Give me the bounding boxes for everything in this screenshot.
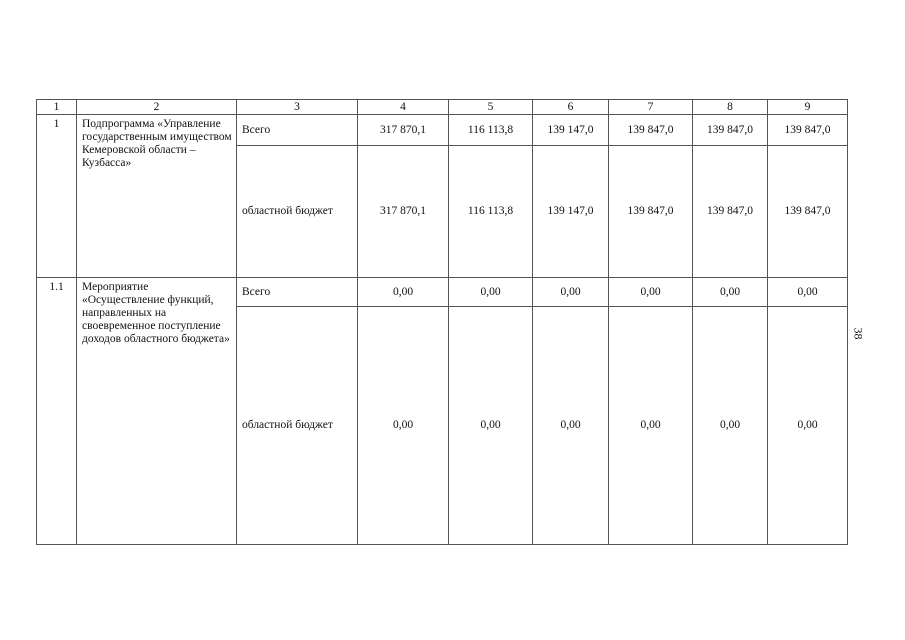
- value-cell: 139 847,0: [768, 115, 848, 146]
- value-cell: 0,00: [358, 307, 449, 545]
- value-cell: 317 870,1: [358, 146, 449, 278]
- header-cell: 4: [358, 100, 449, 115]
- value-cell: 0,00: [768, 307, 848, 545]
- header-cell: 3: [237, 100, 358, 115]
- header-cell: 6: [533, 100, 609, 115]
- value-cell: 0,00: [768, 278, 848, 307]
- value-cell: 0,00: [449, 278, 533, 307]
- value-cell: 0,00: [533, 278, 609, 307]
- table-row: [37, 115, 848, 146]
- header-cell: 8: [693, 100, 768, 115]
- value-cell: 116 113,8: [449, 115, 533, 146]
- row-number: 1.1: [37, 278, 77, 545]
- header-cell: 7: [609, 100, 693, 115]
- row-name: Подпрограмма «Управление государственным имуществом Кемеровской области – Кузбасса»: [77, 115, 237, 278]
- table-row: [37, 278, 848, 307]
- funding-source: областной бюджет: [237, 146, 358, 278]
- header-cell: 1: [37, 100, 77, 115]
- value-cell: 139 847,0: [609, 115, 693, 146]
- funding-source: Всего: [237, 278, 358, 307]
- value-cell: 139 847,0: [609, 146, 693, 278]
- value-cell: 0,00: [693, 307, 768, 545]
- value-cell: 139 847,0: [693, 146, 768, 278]
- value-cell: 116 113,8: [449, 146, 533, 278]
- row-name: Мероприятие «Осуществление функций, направленных на своевременное поступление доходов областного бюджета»: [77, 278, 237, 545]
- value-cell: 139 847,0: [693, 115, 768, 146]
- row-number: 1: [37, 115, 77, 278]
- value-cell: 139 147,0: [533, 146, 609, 278]
- value-cell: 0,00: [449, 307, 533, 545]
- header-row: [37, 100, 848, 115]
- value-cell: 0,00: [609, 278, 693, 307]
- header-cell: 9: [768, 100, 848, 115]
- budget-table: [36, 99, 848, 545]
- value-cell: 139 847,0: [768, 146, 848, 278]
- value-cell: 0,00: [609, 307, 693, 545]
- funding-source: областной бюджет: [237, 307, 358, 545]
- value-cell: 139 147,0: [533, 115, 609, 146]
- funding-source: Всего: [237, 115, 358, 146]
- header-cell: 5: [449, 100, 533, 115]
- value-cell: 0,00: [693, 278, 768, 307]
- value-cell: 317 870,1: [358, 115, 449, 146]
- value-cell: 0,00: [358, 278, 449, 307]
- value-cell: 0,00: [533, 307, 609, 545]
- page-number: 38: [851, 327, 866, 340]
- header-cell: 2: [77, 100, 237, 115]
